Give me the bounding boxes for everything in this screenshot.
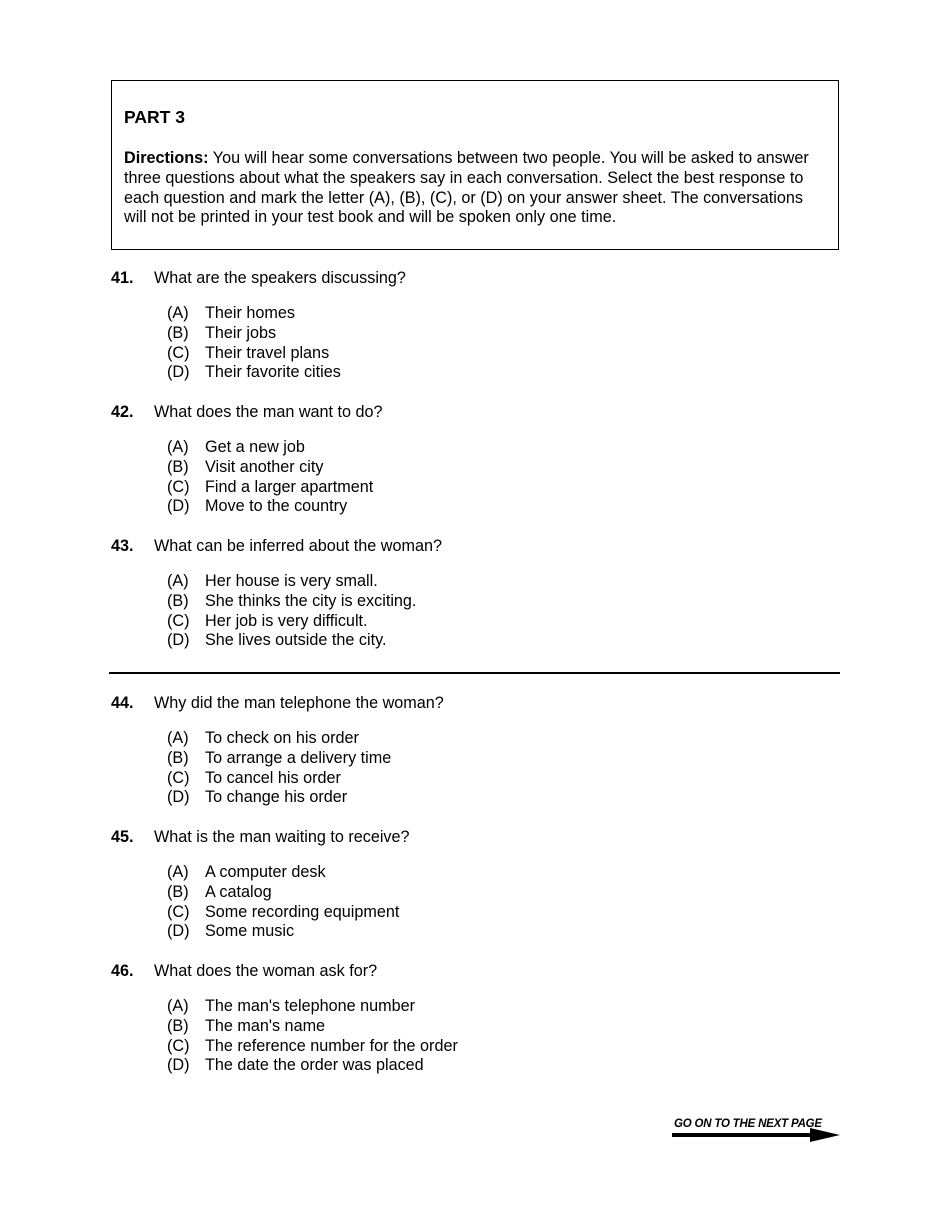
option-text: Some recording equipment	[205, 902, 400, 921]
option-text: A catalog	[205, 882, 272, 901]
option-text: The reference number for the order	[205, 1036, 458, 1055]
directions-paragraph	[124, 149, 826, 228]
option-letter: (D)	[167, 363, 190, 382]
answer-option	[167, 1056, 839, 1076]
option-text: The date the order was placed	[205, 1056, 424, 1075]
option-letter: (B)	[167, 1016, 189, 1035]
question-text: What does the woman ask for?	[154, 962, 378, 980]
option-letter: (C)	[167, 477, 190, 496]
answer-option	[167, 769, 839, 789]
answer-option	[167, 497, 839, 517]
question-line	[111, 961, 839, 981]
question-number: 44.	[111, 694, 134, 712]
answer-options	[167, 572, 839, 651]
question-46	[111, 961, 839, 1076]
answer-option	[167, 1017, 839, 1037]
answer-option	[167, 458, 839, 478]
option-text: Get a new job	[205, 438, 305, 456]
option-letter: (A)	[167, 997, 189, 1015]
option-letter: (D)	[167, 788, 190, 807]
option-text: Their homes	[205, 304, 295, 322]
question-line	[111, 268, 839, 288]
option-text: To check on his order	[205, 729, 359, 747]
option-letter: (B)	[167, 323, 189, 342]
option-letter: (B)	[167, 457, 189, 476]
answer-option	[167, 304, 839, 324]
answer-option	[167, 903, 839, 923]
question-line	[111, 536, 839, 556]
answer-option	[167, 572, 839, 592]
option-letter: (A)	[167, 438, 189, 456]
option-text: Her house is very small.	[205, 572, 378, 590]
option-text: To change his order	[205, 788, 348, 807]
option-letter: (C)	[167, 611, 190, 630]
option-letter: (D)	[167, 631, 190, 650]
option-text: To arrange a delivery time	[205, 748, 392, 767]
directions-text: You will hear some conversations between two people. You will be asked to answer three questions about what the speakers say in each conversation. Select the best response to each question and mark the letter (A), (B), (C), or (D) on your answer sheet. The conversations will not be printed in your test book and will be spoken only one time.	[124, 149, 809, 227]
next-page-indicator	[672, 1117, 840, 1145]
option-letter: (D)	[167, 922, 190, 941]
question-number: 41.	[111, 269, 134, 287]
option-letter: (B)	[167, 882, 189, 901]
question-text: What does the man want to do?	[154, 403, 383, 421]
answer-options	[167, 863, 839, 942]
answer-option	[167, 344, 839, 364]
question-text: Why did the man telephone the woman?	[154, 694, 444, 712]
answer-options	[167, 997, 839, 1076]
option-text: Her job is very difficult.	[205, 611, 368, 630]
answer-options	[167, 304, 839, 383]
option-letter: (A)	[167, 304, 189, 322]
option-letter: (C)	[167, 902, 190, 921]
part-title: PART 3	[124, 107, 185, 127]
option-text: Find a larger apartment	[205, 477, 374, 496]
option-letter: (C)	[167, 1036, 190, 1055]
option-letter: (A)	[167, 572, 189, 590]
answer-option	[167, 997, 839, 1017]
answer-option	[167, 863, 839, 883]
answer-option	[167, 922, 839, 942]
option-text: She lives outside the city.	[205, 631, 387, 650]
answer-option	[167, 324, 839, 344]
question-number: 45.	[111, 828, 134, 846]
answer-option	[167, 478, 839, 498]
question-43	[111, 536, 839, 651]
directions-box	[111, 80, 839, 250]
question-text: What can be inferred about the woman?	[154, 537, 442, 555]
question-line	[111, 402, 839, 422]
option-text: Their travel plans	[205, 343, 330, 362]
question-line	[111, 693, 839, 713]
option-letter: (C)	[167, 768, 190, 787]
question-number: 42.	[111, 403, 134, 421]
option-letter: (C)	[167, 343, 190, 362]
next-page-label: GO ON TO THE NEXT PAGE	[674, 1118, 822, 1130]
option-letter: (B)	[167, 591, 189, 610]
option-letter: (D)	[167, 497, 190, 516]
answer-options	[167, 729, 839, 808]
answer-option	[167, 883, 839, 903]
option-text: A computer desk	[205, 863, 326, 881]
directions-label: Directions:	[124, 149, 209, 167]
answer-option	[167, 612, 839, 632]
question-text: What are the speakers discussing?	[154, 269, 406, 287]
question-number: 46.	[111, 962, 134, 980]
answer-option	[167, 729, 839, 749]
answer-option	[167, 749, 839, 769]
question-number: 43.	[111, 537, 134, 555]
option-text: Their favorite cities	[205, 363, 341, 382]
answer-option	[167, 363, 839, 383]
answer-options	[167, 438, 839, 517]
option-text: The man's name	[205, 1016, 326, 1035]
answer-option	[167, 788, 839, 808]
question-line	[111, 827, 839, 847]
option-letter: (B)	[167, 748, 189, 767]
answer-option	[167, 1037, 839, 1057]
answer-option	[167, 592, 839, 612]
option-text: Visit another city	[205, 457, 324, 476]
option-letter: (D)	[167, 1056, 190, 1075]
option-text: The man's telephone number	[205, 997, 416, 1015]
question-41	[111, 268, 839, 383]
option-text: Move to the country	[205, 497, 348, 516]
question-42	[111, 402, 839, 517]
question-44	[111, 693, 839, 808]
question-text: What is the man waiting to receive?	[154, 828, 410, 846]
option-letter: (A)	[167, 863, 189, 881]
option-letter: (A)	[167, 729, 189, 747]
arrow-right-icon	[672, 1128, 840, 1144]
option-text: Some music	[205, 922, 295, 941]
section-divider	[109, 672, 840, 674]
option-text: She thinks the city is exciting.	[205, 591, 417, 610]
question-45	[111, 827, 839, 942]
answer-option	[167, 631, 839, 651]
answer-option	[167, 438, 839, 458]
option-text: To cancel his order	[205, 768, 341, 787]
option-text: Their jobs	[205, 323, 277, 342]
